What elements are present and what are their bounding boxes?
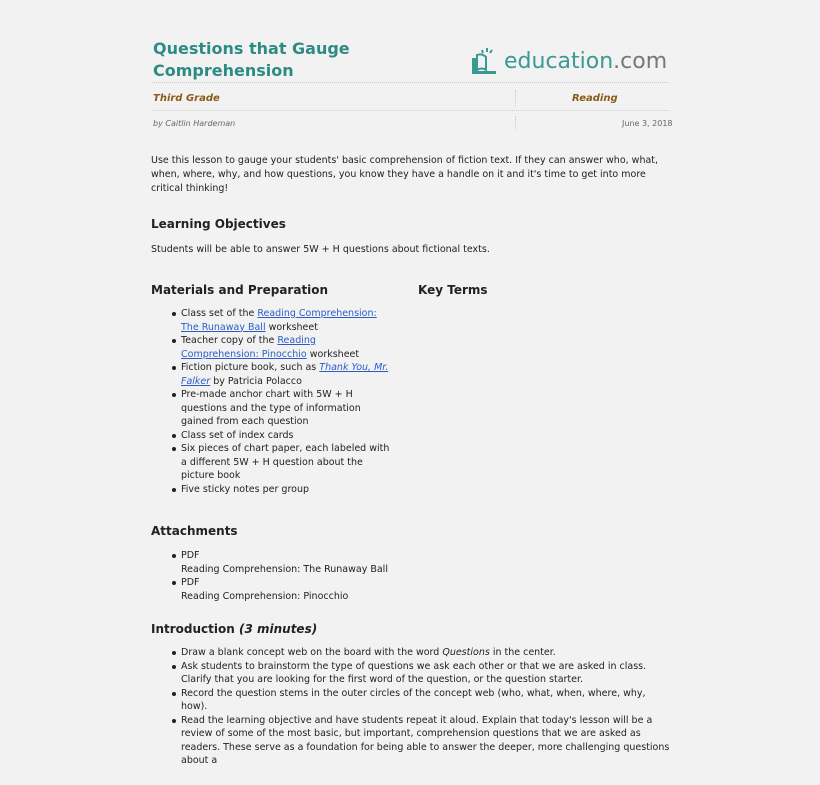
runaway-ball-link[interactable]: Reading Comprehension: The Runaway Ball — [181, 308, 377, 333]
meta-separator-2 — [515, 116, 516, 130]
list-item: Ask students to brainstorm the type of questions we ask each other or that we are asked in class. Clarify that you are looking for the first word of the question, or the question starter. — [151, 660, 671, 687]
list-item: Read the learning objective and have students repeat it aloud. Explain that today's lesson will be a review of some of the most basic, but important, comprehension questions that we are asked as readers. These serve as a foundation for being able to answer the deeper, more challenging questions about a — [151, 714, 671, 768]
list-item: Teacher copy of the Reading Comprehension: Pinocchio worksheet — [151, 334, 396, 361]
list-item: Draw a blank concept web on the board with the word Questions in the center. — [151, 646, 671, 660]
attachment-name: Reading Comprehension: Pinocchio — [181, 590, 349, 602]
logo-main-text: education — [504, 48, 614, 74]
introduction-duration: (3 minutes) — [238, 622, 318, 636]
logo-suffix-text: .com — [613, 48, 668, 74]
meta-separator — [515, 90, 516, 106]
attachment-type: PDF — [181, 550, 200, 561]
introduction-heading: Introduction (3 minutes) — [151, 622, 318, 636]
introduction-steps — [151, 646, 671, 768]
subject-label: Reading — [572, 93, 618, 104]
thank-you-mr-falker-link[interactable]: Thank You, Mr. Falker — [181, 362, 389, 387]
author-label: by Caitlin Hardeman — [153, 119, 236, 128]
key-terms-heading: Key Terms — [418, 283, 488, 297]
attachment-type: PDF — [181, 577, 200, 588]
grade-label: Third Grade — [153, 93, 220, 104]
list-item: Pre-made anchor chart with 5W + H questions and the type of information gained from each question — [151, 388, 396, 429]
objectives-text: Students will be able to answer 5W + H questions about fictional texts. — [151, 244, 490, 255]
attachments-heading: Attachments — [151, 524, 238, 538]
education-logo[interactable] — [468, 44, 667, 78]
meta-divider — [152, 110, 669, 111]
header-divider — [152, 82, 669, 83]
attachment-item[interactable] — [151, 549, 451, 576]
book-logo-icon — [468, 44, 502, 78]
pinocchio-link[interactable]: Reading Comprehension: Pinocchio — [181, 335, 316, 360]
list-item: Record the question stems in the outer circles of the concept web (who, what, when, where, why, how). — [151, 687, 671, 714]
attachments-list — [151, 549, 451, 603]
objectives-heading: Learning Objectives — [151, 217, 286, 231]
materials-heading: Materials and Preparation — [151, 283, 329, 297]
list-item: Class set of index cards — [151, 429, 396, 443]
list-item: Class set of the Reading Comprehension: The Runaway Ball worksheet — [151, 307, 396, 334]
attachment-item[interactable] — [151, 576, 451, 603]
materials-list — [151, 307, 396, 496]
list-item: Fiction picture book, such as Thank You, Mr. Falker by Patricia Polacco — [151, 361, 396, 388]
list-item: Five sticky notes per group — [151, 483, 396, 497]
lesson-summary: Use this lesson to gauge your students' basic comprehension of fiction text. If they can answer who, what, when, where, why, and how questions, you know they have a handle on it and it's time to get into more critical thinking! — [151, 155, 659, 194]
date-label: June 3, 2018 — [622, 119, 673, 128]
logo-wordmark — [504, 49, 667, 74]
attachment-name: Reading Comprehension: The Runaway Ball — [181, 563, 388, 575]
page-title: Questions that Gauge Comprehension — [153, 39, 350, 80]
list-item: Six pieces of chart paper, each labeled with a different 5W + H question about the picture book — [151, 442, 396, 483]
